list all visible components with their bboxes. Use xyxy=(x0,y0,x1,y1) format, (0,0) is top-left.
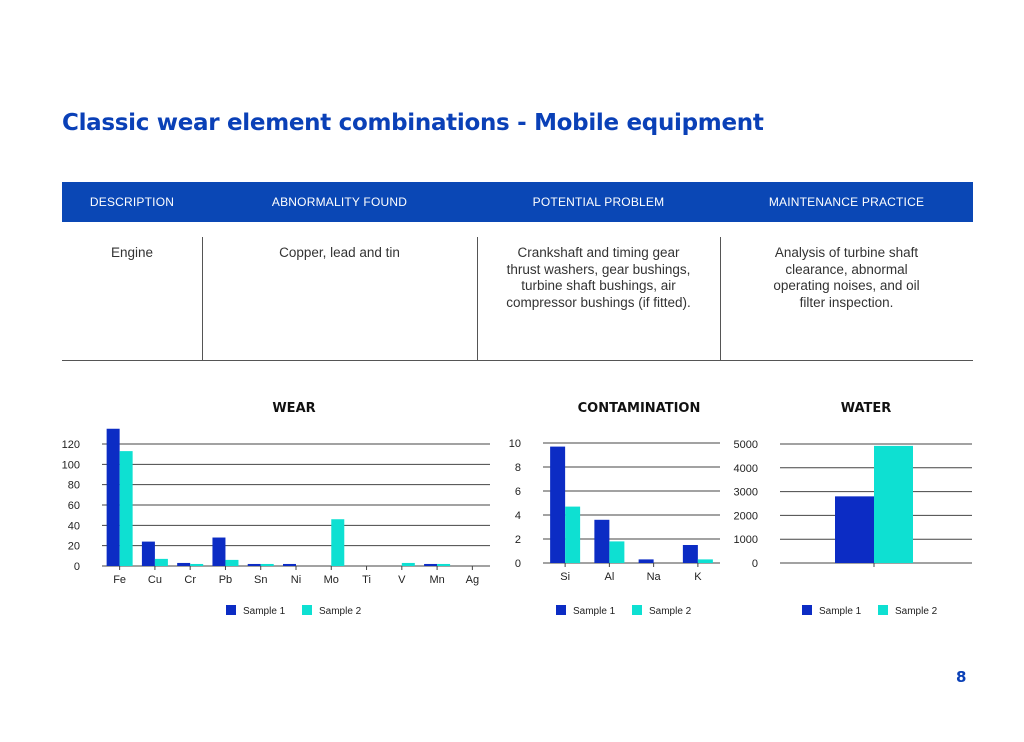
contamination-chart xyxy=(500,390,730,630)
water-chart xyxy=(733,390,980,630)
bar-sample-1 xyxy=(142,542,155,566)
legend-label: Sample 1 xyxy=(573,606,616,617)
legend-swatch xyxy=(556,605,566,615)
y-tick-label: 1000 xyxy=(733,534,758,547)
x-tick-label: V xyxy=(398,574,406,586)
x-tick-label: Pb xyxy=(218,574,233,586)
y-tick-label: 0 xyxy=(514,558,521,570)
legend-swatch xyxy=(802,605,812,615)
bar-sample-1 xyxy=(550,447,565,563)
x-tick-label: Mo xyxy=(323,574,339,586)
y-tick-label: 60 xyxy=(67,500,80,512)
bar-sample-2 xyxy=(874,446,913,563)
x-tick-label: Na xyxy=(646,571,661,583)
x-tick-label: Ag xyxy=(465,574,480,586)
wear-chart-svg xyxy=(60,390,500,630)
y-tick-label: 2000 xyxy=(733,510,758,523)
y-tick-label: 4 xyxy=(514,510,521,522)
header-description: DESCRIPTION xyxy=(89,195,175,209)
y-tick-label: 80 xyxy=(67,479,80,492)
bar-sample-1 xyxy=(177,563,190,566)
table-header xyxy=(62,182,973,222)
x-tick-label: Mn xyxy=(429,574,445,586)
column-divider xyxy=(720,237,721,360)
legend-label: Sample 2 xyxy=(895,606,938,617)
chart-title: CONTAMINATION xyxy=(577,401,701,416)
y-tick-label: 0 xyxy=(73,561,80,573)
y-tick-label: 120 xyxy=(61,439,80,451)
x-tick-label: Ni xyxy=(290,574,302,586)
bar-sample-1 xyxy=(248,564,261,566)
bar-sample-1 xyxy=(212,538,225,566)
bar-sample-2 xyxy=(155,559,168,566)
bar-sample-2 xyxy=(565,507,580,563)
bar-sample-2 xyxy=(437,564,450,566)
bar-sample-2 xyxy=(261,564,274,566)
x-tick-label: Si xyxy=(560,571,571,583)
x-tick-label: Sn xyxy=(253,574,268,586)
legend-label: Sample 1 xyxy=(819,606,862,617)
header-problem: POTENTIAL PROBLEM xyxy=(532,195,665,209)
wear-chart xyxy=(60,390,500,630)
bar-sample-1 xyxy=(424,564,437,566)
cell-problem: Crankshaft and timing gear thrust washers, gear bushings, turbine shaft bushings, air compressor bushings (if fitted). xyxy=(506,245,691,310)
bar-sample-2 xyxy=(331,519,344,566)
cell-description: Engine xyxy=(110,245,154,260)
legend-label: Sample 2 xyxy=(649,606,692,617)
column-divider xyxy=(202,237,203,360)
bar-sample-2 xyxy=(609,541,624,563)
x-tick-label: Fe xyxy=(113,574,127,586)
legend-swatch xyxy=(878,605,888,615)
y-tick-label: 3000 xyxy=(733,486,758,499)
y-tick-label: 10 xyxy=(508,438,521,450)
bar-sample-2 xyxy=(402,563,415,566)
legend-swatch xyxy=(226,605,236,615)
bar-sample-2 xyxy=(698,559,713,563)
column-divider xyxy=(477,237,478,360)
x-tick-label: Ti xyxy=(362,574,371,586)
header-abnormality: ABNORMALITY FOUND xyxy=(271,195,408,209)
y-tick-label: 0 xyxy=(751,558,758,570)
table-row xyxy=(62,222,973,361)
header-practice: MAINTENANCE PRACTICE xyxy=(768,195,925,209)
cell-abnormality: Copper, lead and tin xyxy=(279,245,400,260)
bar-sample-1 xyxy=(683,545,698,563)
legend-swatch xyxy=(632,605,642,615)
y-tick-label: 8 xyxy=(514,462,521,474)
bar-sample-1 xyxy=(835,496,874,563)
y-tick-label: 5000 xyxy=(733,439,758,451)
x-tick-label: Al xyxy=(604,571,615,583)
chart-title: WEAR xyxy=(272,401,316,416)
y-tick-label: 4000 xyxy=(733,462,758,475)
bar-sample-1 xyxy=(107,429,120,566)
water-chart-svg xyxy=(733,390,980,630)
y-tick-label: 20 xyxy=(67,540,80,553)
y-tick-label: 6 xyxy=(514,486,521,498)
x-tick-label: Cr xyxy=(184,574,196,586)
bar-sample-2 xyxy=(190,564,203,566)
x-tick-label: K xyxy=(694,571,702,583)
y-tick-label: 2 xyxy=(514,534,521,546)
cell-practice: Analysis of turbine shaft clearance, abnormal operating noises, and oil filter inspection. xyxy=(773,245,920,310)
y-tick-label: 40 xyxy=(67,520,80,533)
legend-swatch xyxy=(302,605,312,615)
contamination-chart-svg xyxy=(500,390,730,630)
legend-label: Sample 1 xyxy=(243,606,286,617)
x-tick-label: Cu xyxy=(147,574,162,586)
wear-combinations-table xyxy=(62,182,973,361)
y-tick-label: 100 xyxy=(61,459,80,472)
bar-sample-1 xyxy=(594,520,609,563)
bar-sample-1 xyxy=(639,559,654,563)
page-number: 8 xyxy=(956,668,967,686)
page-title: Classic wear element combinations - Mobile equipment xyxy=(62,110,764,136)
bar-sample-2 xyxy=(120,451,133,566)
bar-sample-2 xyxy=(225,560,238,566)
chart-title: WATER xyxy=(840,401,892,416)
bar-sample-1 xyxy=(283,564,296,566)
legend-label: Sample 2 xyxy=(319,606,362,617)
